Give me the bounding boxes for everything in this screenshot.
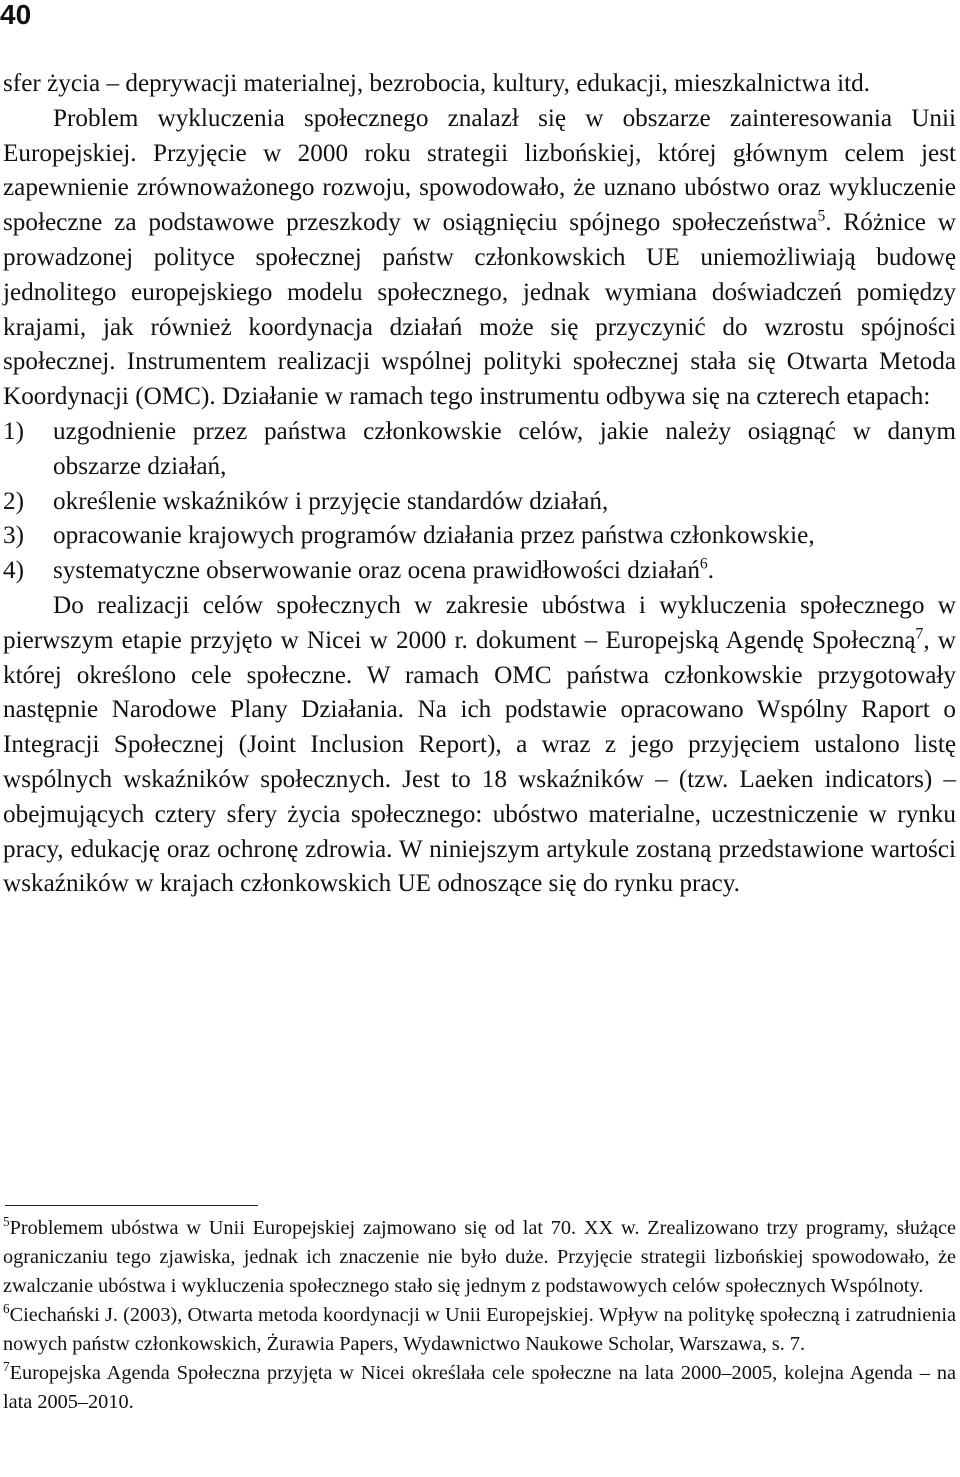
footnote-ref-6[interactable]: 6 — [699, 555, 708, 573]
footnote-5 — [3, 1214, 956, 1301]
list-item-number: 2) — [3, 487, 24, 515]
footnote-text: Europejska Agenda Społeczna przyjęta w Nicei określała cele społeczne na lata 2000–2005, kolejna Agenda – na lata 2005–2010. — [3, 1362, 956, 1413]
footnote-6 — [3, 1301, 956, 1359]
list-item — [3, 485, 956, 520]
list-item-text: opracowanie krajowych programów działania przez państwa członkowskie, — [53, 522, 815, 550]
list-item-number: 1) — [3, 417, 24, 445]
footnote-text: Ciechański J. (2003), Otwarta metoda koordynacji w Unii Europejskiej. Wpływ na politykę społeczną i zatrudnienia nowych państw członkowskich, Żurawia Papers, Wydawnictwo Naukowe Scholar, Warszawa, s. 7. — [3, 1304, 956, 1355]
list-item-text: określenie wskaźników i przyjęcie standardów działań, — [53, 487, 609, 515]
list-item — [3, 519, 956, 554]
footnotes — [3, 1214, 956, 1417]
paragraph-1: sfer życia – deprywacji materialnej, bezrobocia, kultury, edukacji, mieszkalnictwa itd. — [3, 70, 870, 97]
footnote-7 — [3, 1359, 956, 1417]
list-item-text: uzgodnienie przez państwa członkowskie celów, jakie należy osiągnąć w danym obszarze działań, — [53, 417, 956, 480]
footnote-ref-7[interactable]: 7 — [915, 625, 924, 643]
paragraph-2-part-b: . Różnice w prowadzonej polityce społecznej państw członkowskich UE uniemożliwiają budowę jednolitego europejskiego modelu społecznego, jednak wymiana doświadczeń pomiędzy krajami, jak również koordynacja działań może się przyczynić do wzrostu spójności społecznej. Instrumentem realizacji wspólnej polityki społecznej stała się Otwarta Metoda Koordynacji (OMC). Działanie w ramach tego instrumentu odbywa się na czterech etapach: — [3, 209, 956, 411]
paragraph-3 — [3, 589, 956, 902]
list-item — [3, 554, 956, 589]
paragraph-2 — [3, 102, 956, 415]
footnote-mark: 7 — [3, 1359, 10, 1375]
paragraph-2-part-a: Problem wykluczenia społecznego znalazł się w obszarze zainteresowania Unii Europejskiej. Przyjęcie w 2000 roku strategii lizbońskiej, której głównym celem jest zapewnienie zrównoważonego rozwoju, spowodowało, że uznano ubóstwo oraz wykluczenie społeczne za podstawowe przeszkody w osiągnięciu spójnego społeczeństwa — [3, 104, 956, 237]
list-item-end: . — [707, 557, 715, 585]
footnote-text: Problemem ubóstwa w Unii Europejskiej zajmowano się od lat 70. XX w. Zrealizowano trzy programy, służące ograniczaniu tego zjawiska, jednak ich znaczenie nie było duże. Przyjęcie strategii lizbońskiej spowodowało, że zwalczanie ubóstwa i wykluczenia społecznego stało się jednym z podstawowych celów społecznych Wspólnoty. — [3, 1217, 956, 1297]
footnote-mark: 5 — [3, 1214, 10, 1230]
footnote-separator — [5, 1205, 258, 1206]
stages-list — [3, 415, 956, 589]
footnote-mark: 6 — [3, 1301, 10, 1317]
list-item-text: systematyczne obserwowanie oraz ocena prawidłowości działań — [53, 557, 700, 585]
main-text — [3, 67, 956, 902]
list-item-number: 4) — [3, 557, 24, 585]
paragraph-3-part-b: , w której określono cele społeczne. W ramach OMC państwa członkowskie przygotowały następnie Narodowe Plany Działania. Na ich podstawie opracowano Wspólny Raport o Integracji Społecznej (Joint Inclusion Report), a wraz z jego przyjęciem ustalono listę wspólnych wskaźników społecznych. Jest to 18 wskaźników – (tzw. Laeken indicators) – obejmujących cztery sfery życia społecznego: ubóstwo materialne, uczestniczenie w rynku pracy, edukację oraz ochronę zdrowia. W niniejszym artykule zostaną przedstawione wartości wskaźników w krajach członkowskich UE odnoszące się do rynku pracy. — [3, 626, 956, 898]
list-item-number: 3) — [3, 522, 24, 550]
paragraph-3-part-a: Do realizacji celów społecznych w zakresie ubóstwa i wykluczenia społecznego w pierwszym etapie przyjęto w Nicei w 2000 r. dokument – Europejską Agendę Społeczną — [3, 591, 956, 654]
list-item — [3, 415, 956, 485]
page-number: 40 — [0, 0, 32, 30]
footnote-ref-5[interactable]: 5 — [817, 207, 826, 225]
